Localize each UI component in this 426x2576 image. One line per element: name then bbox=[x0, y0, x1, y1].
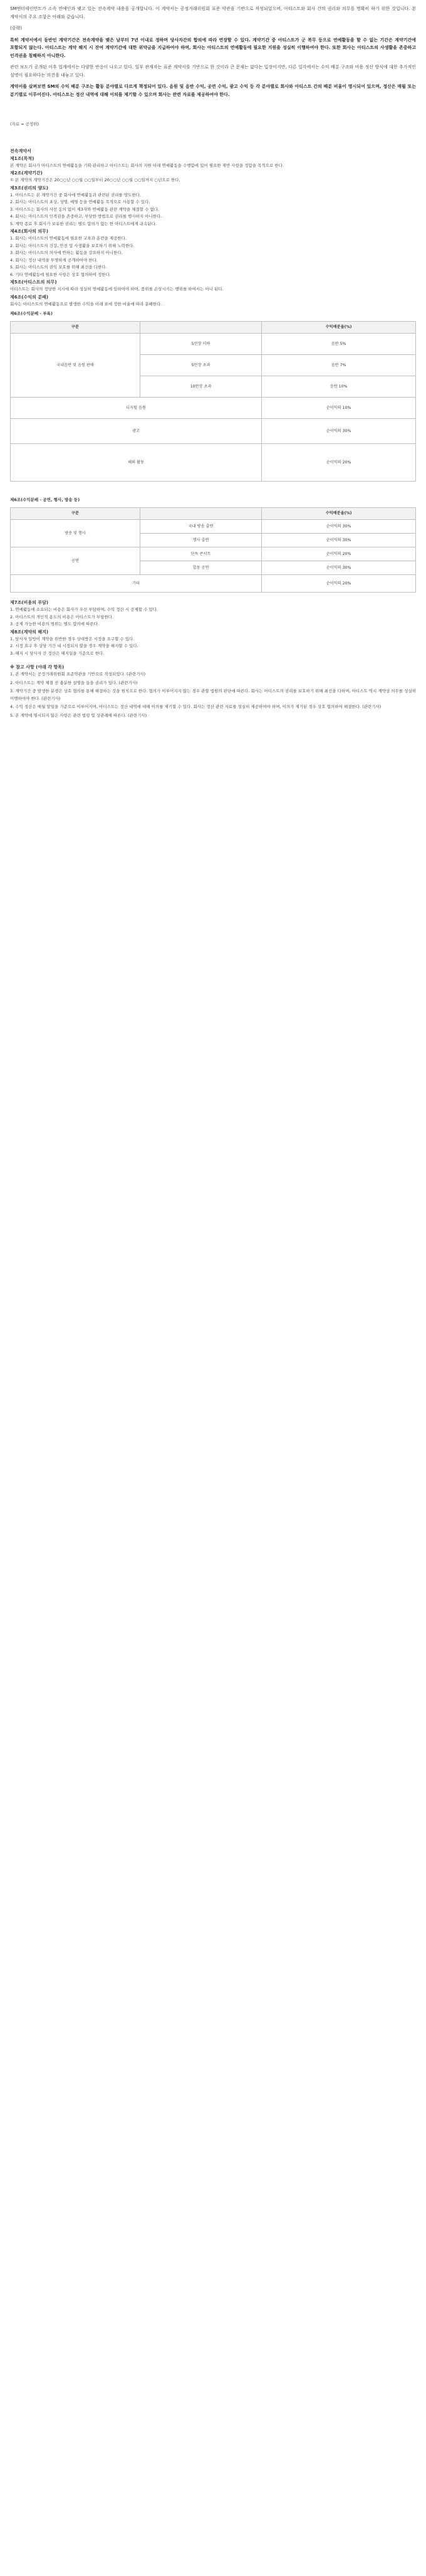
table-cell: 5만장 초과 bbox=[140, 355, 262, 376]
article-4-title: 제4조(회사의 의무) bbox=[10, 229, 49, 234]
table-cell: 순이익의 30% bbox=[262, 561, 416, 575]
article-1-title: 제1조(목적) bbox=[10, 156, 34, 161]
list-item: 5. 계약 종료 후 회사가 보유한 권리는 별도 합의가 없는 한 아티스트에게 귀속된다. bbox=[10, 221, 157, 226]
table-row bbox=[11, 334, 416, 355]
table-cell: 국내 방송 출연 bbox=[140, 520, 262, 534]
note-item: 1. 본 계약서는 공정거래위원회 표준약관을 기반으로 작성되었다. (관련기사) bbox=[10, 672, 146, 677]
list-item: 3. 회사는 아티스트의 의사에 반하는 활동을 강요하지 아니한다. bbox=[10, 250, 123, 255]
table-cell: 순이익의 20% bbox=[262, 547, 416, 561]
note-item: 4. 수익 정산은 매월 말일을 기준으로 이루어지며, 아티스트는 정산 내역에 대해 이의를 제기할 수 있다. 회사는 정산 관련 자료를 성실히 제공하여야 하며, 이의가 제기된 경우 상호 협의하여 해결한다. (관련기사) bbox=[10, 704, 382, 709]
intro-label: (중략) bbox=[10, 26, 22, 31]
table-row bbox=[11, 547, 416, 561]
table-row bbox=[11, 520, 416, 534]
article-1-text: 본 계약은 회사가 아티스트의 연예활동을 기획·관리하고 아티스트는 회사의 지원 아래 연예활동을 수행함에 있어 필요한 제반 사항을 정함을 목적으로 한다. bbox=[10, 162, 284, 168]
table-cell: 디지털 음원 bbox=[11, 398, 262, 419]
article-3-title: 제3조(권리의 양도) bbox=[10, 185, 49, 191]
article-8-list bbox=[10, 636, 416, 658]
table-header-row bbox=[11, 322, 416, 334]
list-item: 3. 해지 시 당사자 간 정산은 해지일을 기준으로 한다. bbox=[10, 650, 105, 656]
table-cell: 10만장 초과 bbox=[140, 376, 262, 398]
list-item: 2. 아티스트의 개인적 용도의 비용은 아티스트가 부담한다. bbox=[10, 614, 114, 620]
table-row bbox=[11, 444, 416, 482]
revenue-table-2 bbox=[10, 507, 416, 593]
table-2-caption: 제6조(수익분배 - 공연, 행사, 방송 등) bbox=[10, 497, 80, 502]
table-cell: 음반 5% bbox=[262, 334, 416, 355]
table-cell: 기타 bbox=[11, 575, 262, 593]
table-cell: 순이익의 30% bbox=[262, 419, 416, 444]
table-header-cell: 수익배분율(%) bbox=[262, 508, 416, 520]
table-cell: 단독 콘서트 bbox=[140, 547, 262, 561]
table-row bbox=[11, 419, 416, 444]
intro-paragraph-1: SM엔터테인먼트가 소속 연예인과 맺고 있는 전속계약 내용을 공개합니다. 이 계약서는 공정거래위원회 표준 약관을 기반으로 작성되었으며, 아티스트와 회사 간의 권리와 의무를 명확히 하기 위한 것입니다. 본 계약서의 주요 조항은 아래와 같습니다. bbox=[10, 6, 416, 19]
contract-title: 전속계약서 bbox=[10, 148, 31, 154]
table-row bbox=[11, 575, 416, 593]
article-8-title: 제8조(계약의 해지) bbox=[10, 629, 49, 635]
table-cell: 순이익의 10% bbox=[262, 398, 416, 419]
table-header-cell: 구분 bbox=[11, 322, 140, 334]
revenue-table-1 bbox=[10, 321, 416, 482]
table-header-cell bbox=[140, 508, 262, 520]
notes-title: ※ 참고 사항 (아래 각 항목) bbox=[10, 665, 65, 670]
article-4-list bbox=[10, 235, 416, 278]
list-item: 3. 공제 가능한 비용의 범위는 별도 합의에 따른다. bbox=[10, 621, 100, 626]
table-cell: 광고 bbox=[11, 419, 262, 444]
list-item: 3. 아티스트는 회사의 사전 동의 없이 제3자와 연예활동 관련 계약을 체결할 수 없다. bbox=[10, 206, 160, 212]
article-3-list bbox=[10, 192, 416, 228]
table-cell: 음반 10% bbox=[262, 376, 416, 398]
table-header-cell bbox=[140, 322, 262, 334]
list-item: 5. 회사는 아티스트의 권익 보호를 위해 최선을 다한다. bbox=[10, 265, 107, 270]
table-cell: 5만장 이하 bbox=[140, 334, 262, 355]
source-credit: (자료 = 공정위) bbox=[10, 122, 39, 127]
article-2-text: ① 본 계약의 계약기간은 20○○년 ○○월 ○○일부터 20○○년 ○○월 ○○일까지 ○년으로 한다. bbox=[10, 177, 180, 182]
table-cell: 합동 공연 bbox=[140, 561, 262, 575]
list-item: 2. 회사는 아티스트의 초상, 성명, 예명 등을 연예활동 목적으로 사용할 수 있다. bbox=[10, 199, 150, 204]
intro-paragraph-3: 특히 계약서에서 동반인 계약기간은 전속계약을 맺은 날부터 7년 이내로 정하며 당사자간의 합의에 따라 연장할 수 있다. 계약기간 중 아티스트가 군 복무 등으로 연예활동을 할 수 없는 기간은 계약기간에 포함되지 않는다. 아티스트는 계약 해지 시 잔여 계약기간에 대한 위약금을 지급하여야 하며, 회사는 아티스트의 연예활동에 필요한 지원을 성실히 이행하여야 한다. 또한 회사는 아티스트의 사생활을 존중하고 인격권을 침해하지 아니한다. bbox=[10, 37, 416, 58]
intro-paragraph-5: 계약서를 살펴보면 SM의 수익 배분 구조는 활동 분야별로 다르게 책정되어 있다. 음원 및 음반 수익, 공연 수익, 광고 수익 등 각 분야별로 회사와 아티스트 간의 배분 비율이 명시되어 있으며, 정산은 매월 또는 분기별로 이루어진다. 아티스트는 정산 내역에 대해 이의를 제기할 수 있으며 회사는 관련 자료를 제공하여야 한다. bbox=[10, 84, 416, 97]
table-header-cell: 수익배분율(%) bbox=[262, 322, 416, 334]
notes-list bbox=[10, 671, 416, 719]
note-item: 5. 본 계약에 명시되지 않은 사항은 관련 법령 및 상관례에 따른다. (관련기사) bbox=[10, 712, 147, 718]
intro-paragraph-4: 관련 보도가 공개된 이후 업계에서는 다양한 반응이 나오고 있다. 일부 관계자는 표준 계약서를 기반으로 한 것이라 큰 문제는 없다는 입장이지만, 다른 일각에서는 수익 배분 구조와 비용 정산 방식에 대한 추가적인 설명이 필요하다는 의견을 내놓고 있다. bbox=[10, 65, 416, 78]
table-cell: 순이익의 20% bbox=[262, 575, 416, 593]
table-header-cell: 구분 bbox=[11, 508, 140, 520]
note-item: 2. 아티스트는 계약 체결 전 충분한 설명을 들을 권리가 있다. (관련기사) bbox=[10, 680, 138, 685]
article-6-title: 제6조(수익의 분배) bbox=[10, 294, 49, 300]
list-item: 4. 회사는 아티스트의 인격권을 존중하고, 부당한 방법으로 권리를 행사하지 아니한다. bbox=[10, 214, 162, 219]
list-item: 1. 당사자 일방이 계약을 위반한 경우 상대방은 시정을 요구할 수 있다. bbox=[10, 636, 135, 641]
table-cell: 해외 활동 bbox=[11, 444, 262, 482]
list-item: 1. 회사는 아티스트의 연예활동에 필요한 교육과 훈련을 제공한다. bbox=[10, 236, 127, 241]
list-item: 2. 회사는 아티스트의 건강, 안전 및 사생활을 보호하기 위해 노력한다. bbox=[10, 243, 135, 248]
list-item: 2. 시정 요구 후 상당 기간 내 시정되지 않을 경우 계약을 해지할 수 있다. bbox=[10, 643, 138, 648]
article-7-list bbox=[10, 606, 416, 628]
table-cell: 행사 출연 bbox=[140, 534, 262, 547]
table-row bbox=[11, 398, 416, 419]
article-2-title: 제2조(계약기간) bbox=[10, 171, 43, 176]
article-5-text: 아티스트는 회사의 정당한 지시에 따라 성실히 연예활동에 임하여야 하며, 품위를 손상시키는 행위를 하여서는 아니 된다. bbox=[10, 287, 224, 292]
list-item: 1. 연예활동에 소요되는 비용은 회사가 우선 부담하며, 수익 정산 시 공제할 수 있다. bbox=[10, 607, 158, 612]
article-5-title: 제5조(아티스트의 의무) bbox=[10, 280, 57, 285]
table-cell: 방송 및 행사 bbox=[11, 520, 140, 547]
note-item: 3. 계약기간 중 발생한 분쟁은 상호 협의를 통해 해결하는 것을 원칙으로 한다. 협의가 이루어지지 않는 경우 관할 법원의 판단에 따른다. 회사는 아티스트의 권리를 보호하기 위해 최선을 다하며, 아티스트 역시 계약상 의무를 성실히 이행하여야 한다. (관련기사) bbox=[10, 689, 416, 701]
table-cell: 순이익의 20% bbox=[262, 444, 416, 482]
list-item: 1. 아티스트는 본 계약기간 중 회사에 연예활동과 관련된 권리를 양도한다. bbox=[10, 192, 141, 198]
article-body bbox=[10, 5, 416, 721]
table-cell: 공연 bbox=[11, 547, 140, 575]
table-cell: 순이익의 30% bbox=[262, 534, 416, 547]
table-1-caption: 제6조(수익분배 - 부록) bbox=[10, 311, 53, 316]
list-item: 6. 기타 연예활동에 필요한 사항은 상호 협의하여 정한다. bbox=[10, 272, 111, 277]
table-cell: 순이익의 30% bbox=[262, 520, 416, 534]
table-cell: 국내음반 및 음원 판매 bbox=[11, 334, 140, 398]
table-header-row bbox=[11, 508, 416, 520]
article-6-text: 회사는 아티스트의 연예활동으로 발생한 수익을 아래 표에 정한 비율에 따라 분배한다. bbox=[10, 301, 162, 307]
table-cell: 음반 7% bbox=[262, 355, 416, 376]
list-item: 4. 회사는 정산 내역을 투명하게 공개하여야 한다. bbox=[10, 257, 98, 263]
article-7-title: 제7조(비용의 부담) bbox=[10, 600, 49, 605]
